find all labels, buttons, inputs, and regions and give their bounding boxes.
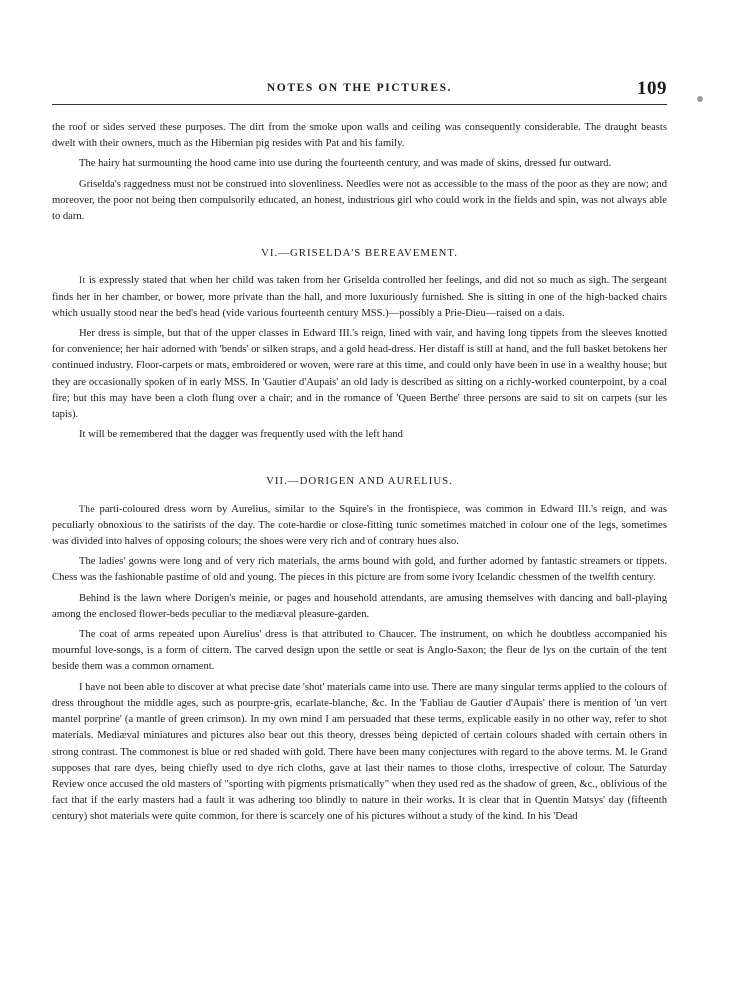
section-heading: VII.—DORIGEN AND AURELIUS. [266,475,453,488]
header-rule [52,104,667,105]
paragraph [52,502,667,551]
section-heading: VI.—GRISELDA'S BEREAVEMENT. [261,247,458,260]
page-number: 109 [637,78,667,99]
paragraph: the roof or sides served these purposes. The dirt from the smoke upon walls and ceiling was consequently considerable. The draught beasts dwelt with their owners, much as the Hibernian pig resides with Pat and his family. [52,122,667,150]
paragraph [52,273,667,322]
paragraph: The ladies' gowns were long and of very rich materials, the arms bound with gold, and further adorned by fantastic streamers or tippets. Chess was the fashionable pastime of old and young. The pieces in this picture are from some ivory Icelandic chessmen of the twelfth century. [52,556,667,584]
running-title: NOTES ON THE PICTURES. [266,82,453,94]
paragraph-text: parti-coloured dress worn by Aurelius, similar to the Squire's in the frontispiece, was common in Edward III.'s reign, and was peculiarly obnoxious to the satirists of the day. The cote-hardie or close-fitting tunic sometimes matched in colour one of the legs, sometimes was divided into halves of opposing colours; the shoes were very rich and of contrary hues also. [52,503,667,548]
page-header [52,80,667,102]
paragraph: The hairy hat surmounting the hood came into use during the fourteenth century, and was made of skins, dressed fur outward. [79,158,612,170]
paragraph: The coat of arms repeated upon Aurelius' dress is that attributed to Chaucer. The instrument, on which he doubtless accompanied his mournful love-songs, is a form of cittern. The carved design upon the settle or seat is Anglo-Saxon; the fleur de lys on the curtain of the tent beside them was a common ornament. [52,629,667,673]
paragraph: Griselda's raggedness must not be construed into slovenliness. Needles were not as accessible to the mass of the poor as they are now; and moreover, the poor not being then compulsorily educated, an honest, industrious girl who could work in the fields and spin, was not always able to darn. [52,178,667,223]
paragraph-text: is expressly stated that when her child was taken from her Griselda controlled her feelings, and did not so much as sigh. The sergeant finds her in her chamber, or bower, more private than the hall, and more luxuriously furnished. She is sitting in one of the high-backed chairs which usually stood near the bed's head (vide various fourteenth century MSS.)—possibly a Prie-Dieu—raised on a dais. [52,275,667,319]
lead-word: It [79,276,86,287]
page-body [52,120,667,830]
lead-word: The [79,504,95,515]
paragraph: Her dress is simple, but that of the upper classes in Edward III.'s reign, lined with vair, and having long tippets from the sleeves knotted for convenience; her hair adorned with 'bends' or silken straps, and a gold head-dress. Her distaff is still at hand, and the full basket betokens her continued industry. Floor-carpets or mats, embroidered or woven, were rare at this time, and could only have been in use in a wealthy house; but they are occasionally spoken of in early MSS. In 'Gautier d'Aupais' an old lady is described as sitting on a richly-worked counterpoint, by a coal fire; but this may have been a cloth flung over a chair; and in the romance of 'Queen Berthe' three persons are said to sit on carpets (sur les tapis). [52,328,667,421]
paragraph: Behind is the lawn where Dorigen's meinie, or pages and household attendants, are amusing themselves with dancing and ball-playing among the enclosed flower-beds peculiar to the mediæval pleasure-garden. [52,592,667,620]
paragraph: It will be remembered that the dagger was frequently used with the left hand [79,429,403,441]
paragraph: I have not been able to discover at what precise date 'shot' materials came into use. There are many singular terms applied to the colours of dress throughout the middle ages, such as pourpre-gris, ecarlate-blanche, &c. In the 'Fabliau de Gautier d'Aupais' there is mention of 'un vert mantel porprine' (a mantle of green crimson). In my own mind I am persuaded that these terms, explicable easily in no other way, refer to shot materials. Mediæval miniatures and pictures also bear out this theory, dresses being depicted of certain colours shaded with certain others in strong contrast. The commonest is blue or red shaded with gold. There have been many conjectures with regard to the above terms. M. le Grand supposes that rare dyes, being chiefly used to dye rich cloths, gave at last their names to those cloths, irrespective of colour. The Saturday Review once accused the old masters of "sporting with pigments prismatically" when they used red as the shadow of green, &c., oblivious of the fact that if the early masters had a fault it was adhering too blindly to nature in their works. It is clear that in Quentin Matsys' day (fifteenth century) shot materials were quite common, for there is scarcely one of his pictures without a study of the kind. In his 'Dead [52,681,667,823]
ink-speck [697,96,703,102]
